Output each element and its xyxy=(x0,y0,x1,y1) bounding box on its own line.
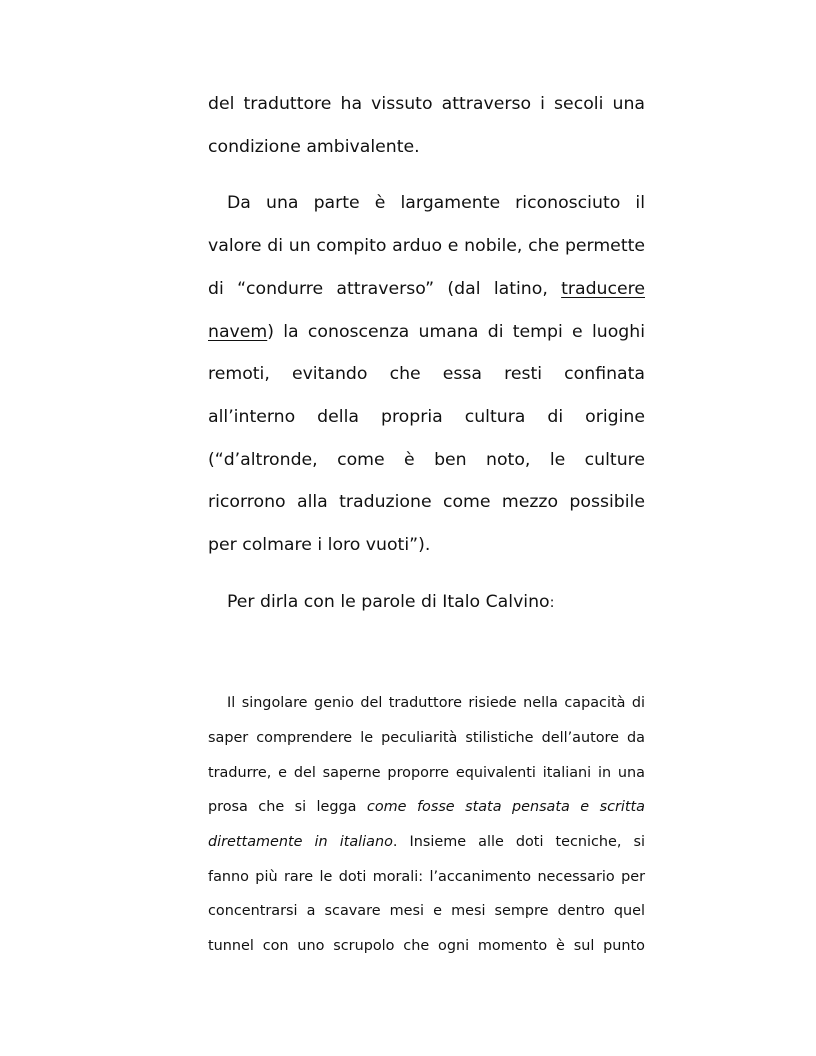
quote-line-1: Il singolare genio del traduttore risiede nella capacità di xyxy=(227,695,645,711)
paragraph-2-line-3-text: di “condurre attraverso” (dal latino, xyxy=(208,279,562,299)
paragraph-2-line-2: valore di un compito arduo e nobile, che permette xyxy=(208,236,645,256)
paragraph-2-line-4 xyxy=(208,324,645,341)
quote-line-4 xyxy=(208,800,645,814)
quote-line-4-italic: come fosse stata pensata e scritta xyxy=(366,799,645,815)
quote-line-5-italic: direttamente in italiano xyxy=(208,834,393,850)
quote-line-4-text: prosa che si legga xyxy=(208,799,367,815)
paragraph-2-line-7: (“d’altronde, come è ben noto, le culture xyxy=(208,450,645,470)
quote-line-3: tradurre, e del saperne proporre equivalenti italiani in una xyxy=(208,765,645,781)
paragraph-3-colon: : xyxy=(549,595,555,611)
quote-line-2: saper comprendere le peculiarità stilistiche dell’autore da xyxy=(208,730,645,746)
paragraph-2-line-4-text: ) la conoscenza umana di tempi e luoghi xyxy=(267,322,645,342)
quote-line-5 xyxy=(208,835,645,849)
paragraph-2-line-9: per colmare i loro vuoti”). xyxy=(208,535,431,555)
quote-line-5-text: . Insieme alle doti tecniche, si xyxy=(392,834,646,850)
paragraph-2-line-5: remoti, evitando che essa resti confinata xyxy=(208,364,645,384)
quote-line-6: fanno più rare le doti morali: l’accanimento necessario per xyxy=(208,869,645,885)
paragraph-2-line-3 xyxy=(208,281,645,298)
paragraph-1-line-2: condizione ambivalente. xyxy=(208,137,420,157)
paragraph-2-line-1: Da una parte è largamente riconosciuto il xyxy=(227,193,645,213)
paragraph-3 xyxy=(227,594,645,611)
paragraph-1-line-1: del traduttore ha vissuto attraverso i secoli una xyxy=(208,94,645,114)
paragraph-2-line-6: all’interno della propria cultura di origine xyxy=(208,407,645,427)
latin-term-navem: navem xyxy=(208,322,268,342)
paragraph-3-text: Per dirla con le parole di Italo Calvino xyxy=(227,592,550,612)
paragraph-2-line-8: ricorrono alla traduzione come mezzo possibile xyxy=(208,492,645,512)
quote-line-7: concentrarsi a scavare mesi e mesi sempre dentro quel xyxy=(208,903,645,919)
quote-line-8: tunnel con uno scrupolo che ogni momento è sul punto xyxy=(208,938,645,954)
latin-term-traducere: traducere xyxy=(561,279,645,299)
